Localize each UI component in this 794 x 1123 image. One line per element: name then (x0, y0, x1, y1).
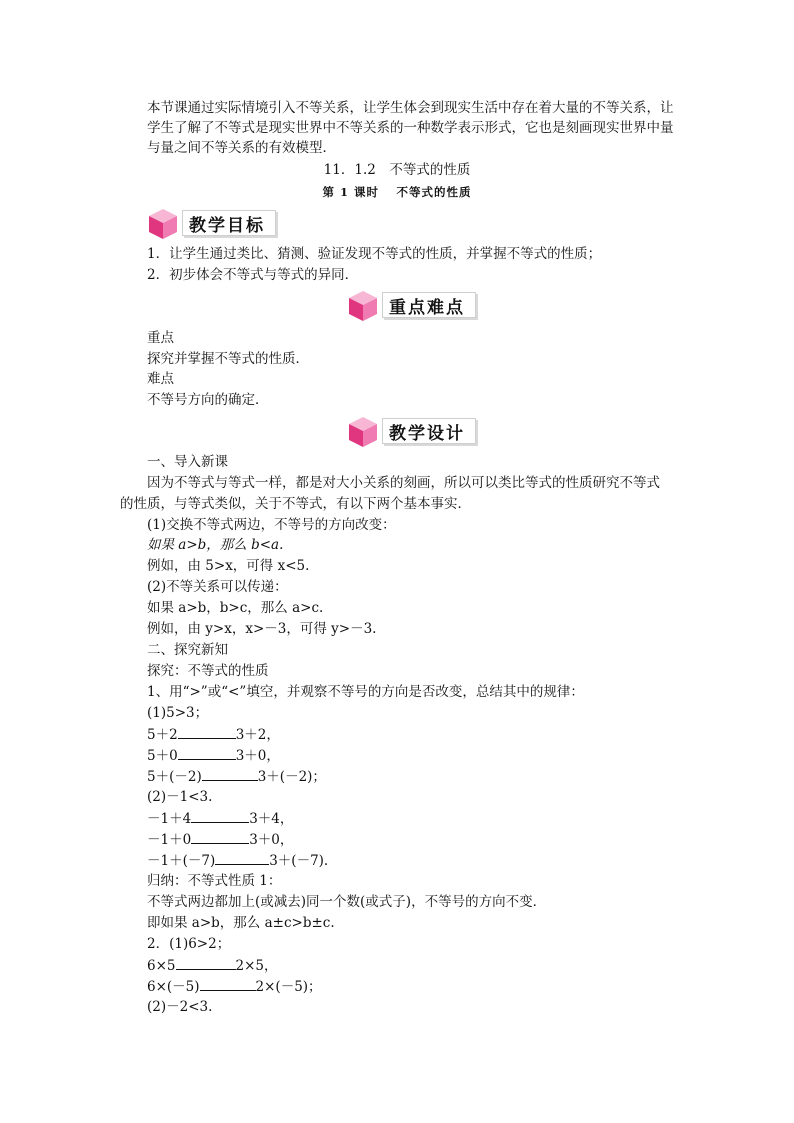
fill-row (147, 955, 278, 976)
summary-rule: 即如果 a>b，那么 a±c>b±c. (147, 915, 335, 931)
part1-paragraph-line2: 的性质，与等式类似，关于不等式，有以下两个基本事实． (120, 496, 471, 512)
expression-left: －1＋(－7) (147, 853, 216, 869)
cube-icon (146, 206, 180, 240)
expression-right: 3＋0， (235, 748, 280, 764)
fact2-example: 例如，由 y>x，x>－3，可得 y>－3. (147, 621, 377, 637)
difficulty-text: 不等号方向的确定． (147, 392, 269, 408)
lesson-subheading: 第 1 课时 不等式的性质 (322, 185, 472, 199)
part1-paragraph-line1: 因为不等式与等式一样，都是对大小关系的刻画，所以可以类比等式的性质研究不等式 (147, 475, 660, 491)
expression-right: 3＋(－2)； (257, 769, 326, 785)
cube-icon (346, 288, 380, 322)
answer-blank[interactable] (202, 766, 258, 781)
answer-blank[interactable] (176, 955, 236, 970)
answer-blank[interactable] (178, 724, 236, 739)
intro-paragraph (147, 98, 677, 158)
section-title-keypoints: 重点难点 (382, 292, 476, 318)
expression-left: 6×(－5) (147, 979, 200, 995)
fill-row (147, 745, 280, 766)
fact1-example: 例如，由 5>x，可得 x<5. (147, 558, 310, 574)
fact1-rule: 如果 a>b，那么 b<a. (147, 537, 284, 553)
expression-left: 5＋2 (147, 727, 178, 743)
part1-title: 一、导入新课 (147, 454, 228, 470)
fill-row (147, 724, 280, 745)
section-title-goals: 教学目标 (182, 210, 276, 236)
expression-left: －1＋0 (147, 832, 192, 848)
expression-left: 5＋(－2) (147, 769, 202, 785)
expression-right: 3＋2， (235, 727, 280, 743)
question1-part-a: (1)5>3； (147, 705, 209, 721)
fill-row (147, 766, 326, 787)
answer-blank[interactable] (191, 829, 249, 844)
fact2-rule: 如果 a>b，b>c，那么 a>c. (147, 600, 324, 616)
fill-row (147, 850, 328, 871)
question1-part-b: (2)－1<3. (147, 789, 213, 805)
expression-left: －1＋4 (147, 811, 192, 827)
question1: 1、用“>”或“<”填空，并观察不等号的方向是否改变，总结其中的规律： (147, 684, 584, 700)
expression-right: 3＋4， (249, 811, 294, 827)
answer-blank[interactable] (191, 808, 249, 823)
fill-row (147, 808, 293, 829)
expression-right: 2×(－5)； (255, 979, 322, 995)
intro-text: 本节课通过实际情境引入不等关系，让学生体会到现实生活中存在着大量的不等关系，让学生了解了不等式是现实世界中不等关系的一种数学表示形式，它也是刻画现实世界中量与量之间不等关系的有效模型． (147, 100, 674, 156)
section-banner-keypoints (346, 290, 476, 320)
fill-row (147, 976, 322, 997)
section-banner-design (346, 416, 476, 446)
question2-part-a: 2．(1)6>2； (147, 936, 231, 952)
goal-item: 1．让学生通过类比、猜测、验证发现不等式的性质，并掌握不等式的性质； (147, 246, 602, 262)
goal-item: 2．初步体会不等式与等式的异同． (147, 267, 359, 283)
expression-right: 3＋(－7). (269, 853, 329, 869)
question2-part-b: (2)－2<3. (147, 999, 213, 1015)
difficulty-label: 难点 (147, 371, 174, 387)
fact1-title: (1)交换不等式两边，不等号的方向改变： (147, 517, 396, 533)
focus-label: 重点 (147, 330, 174, 346)
expression-right: 2×5， (235, 958, 278, 974)
answer-blank[interactable] (200, 976, 256, 991)
answer-blank[interactable] (215, 850, 269, 865)
part2-title: 二、探究新知 (147, 642, 228, 658)
lesson-heading: 11．1.2 不等式的性质 (323, 162, 471, 178)
expression-left: 6×5 (147, 958, 176, 974)
section-banner-goals (146, 208, 276, 238)
summary-title: 归纳：不等式性质 1： (147, 873, 282, 889)
cube-icon (346, 414, 380, 448)
section-title-design: 教学设计 (382, 418, 476, 444)
fill-row (147, 829, 293, 850)
focus-text: 探究并掌握不等式的性质． (147, 351, 309, 367)
fact2-title: (2)不等关系可以传递： (147, 579, 288, 595)
expression-right: 3＋0， (249, 832, 294, 848)
summary-text: 不等式两边都加上(或减去)同一个数(或式子)，不等号的方向不变． (147, 894, 547, 910)
explore-title: 探究：不等式的性质 (147, 663, 269, 679)
answer-blank[interactable] (178, 745, 236, 760)
expression-left: 5＋0 (147, 748, 178, 764)
